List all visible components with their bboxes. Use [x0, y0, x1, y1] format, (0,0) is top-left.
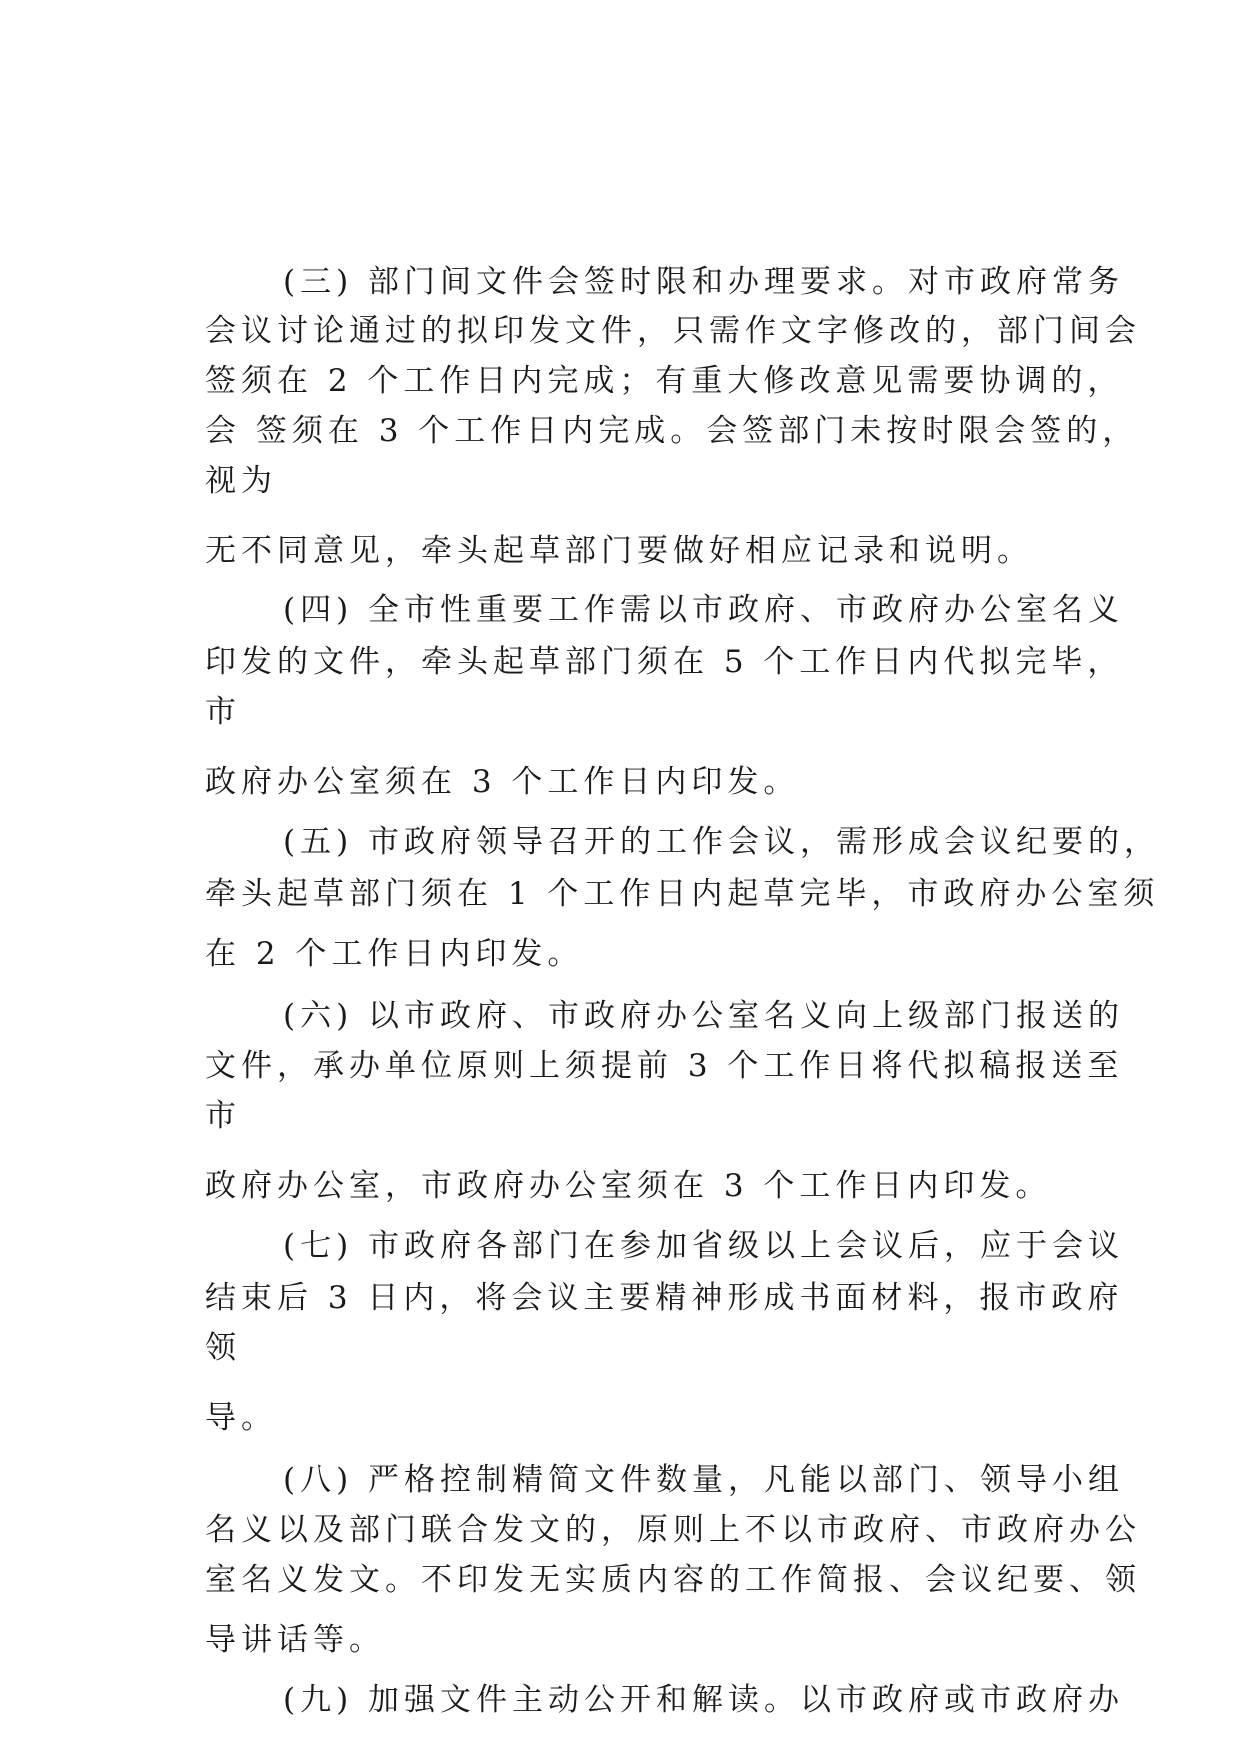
paragraph-4-line-1: (四) 全市性重要工作需以市政府、市政府办公室名义	[283, 592, 1125, 628]
paragraph-3-line-2: 会议讨论通过的拟印发文件，只需作文字修改的，部门间会	[205, 313, 1141, 349]
paragraph-7-line-2: 结束后 3 日内，将会议主要精神形成书面材料，报市政府	[205, 1280, 1124, 1316]
paragraph-5-line-2: 牵头起草部门须在 1 个工作日内起草完毕，市政府办公室须	[205, 876, 1160, 912]
paragraph-4-line-4: 政府办公室须在 3 个工作日内印发。	[205, 764, 800, 800]
paragraph-3-line-4: 会 签须在 3 个工作日内完成。会签部门未按时限会签的，	[205, 413, 1139, 449]
paragraph-6-line-2: 文件，承办单位原则上须提前 3 个工作日将代拟稿报送至	[205, 1048, 1124, 1084]
paragraph-4-line-2: 印发的文件，牵头起草部门须在 5 个工作日内代拟完毕，	[205, 644, 1124, 680]
paragraph-8-line-3: 室名义发文。不印发无实质内容的工作简报、会议纪要、领	[205, 1562, 1141, 1598]
paragraph-8-line-4: 导讲话等。	[205, 1622, 385, 1658]
paragraph-6-line-1: (六) 以市政府、市政府办公室名义向上级部门报送的	[283, 998, 1125, 1034]
paragraph-6-line-4: 政府办公室，市政府办公室须在 3 个工作日内印发。	[205, 1168, 1052, 1204]
paragraph-3-line-6: 无不同意见，牵头起草部门要做好相应记录和说明。	[205, 533, 1033, 569]
paragraph-3-line-3: 签须在 2 个工作日内完成；有重大修改意见需要协调的，	[205, 363, 1124, 399]
paragraph-8-line-2: 名义以及部门联合发文的，原则上不以市政府、市政府办公	[205, 1512, 1141, 1548]
paragraph-7-line-4: 导。	[205, 1400, 277, 1436]
paragraph-7-line-3: 领	[205, 1330, 241, 1366]
paragraph-5-line-3: 在 2 个工作日内印发。	[205, 936, 584, 972]
paragraph-4-line-3: 市	[205, 694, 241, 730]
paragraph-8-line-1: (八) 严格控制精简文件数量，凡能以部门、领导小组	[283, 1462, 1125, 1498]
paragraph-9-line-1: (九) 加强文件主动公开和解读。以市政府或市政府办	[283, 1682, 1125, 1718]
paragraph-6-line-3: 市	[205, 1098, 241, 1134]
paragraph-3-line-5: 视为	[205, 463, 277, 499]
paragraph-3-line-1: (三) 部门间文件会签时限和办理要求。对市政府常务	[283, 264, 1125, 300]
paragraph-7-line-1: (七) 市政府各部门在参加省级以上会议后，应于会议	[283, 1228, 1125, 1264]
paragraph-5-line-1: (五) 市政府领导召开的工作会议，需形成会议纪要的，	[283, 824, 1161, 860]
